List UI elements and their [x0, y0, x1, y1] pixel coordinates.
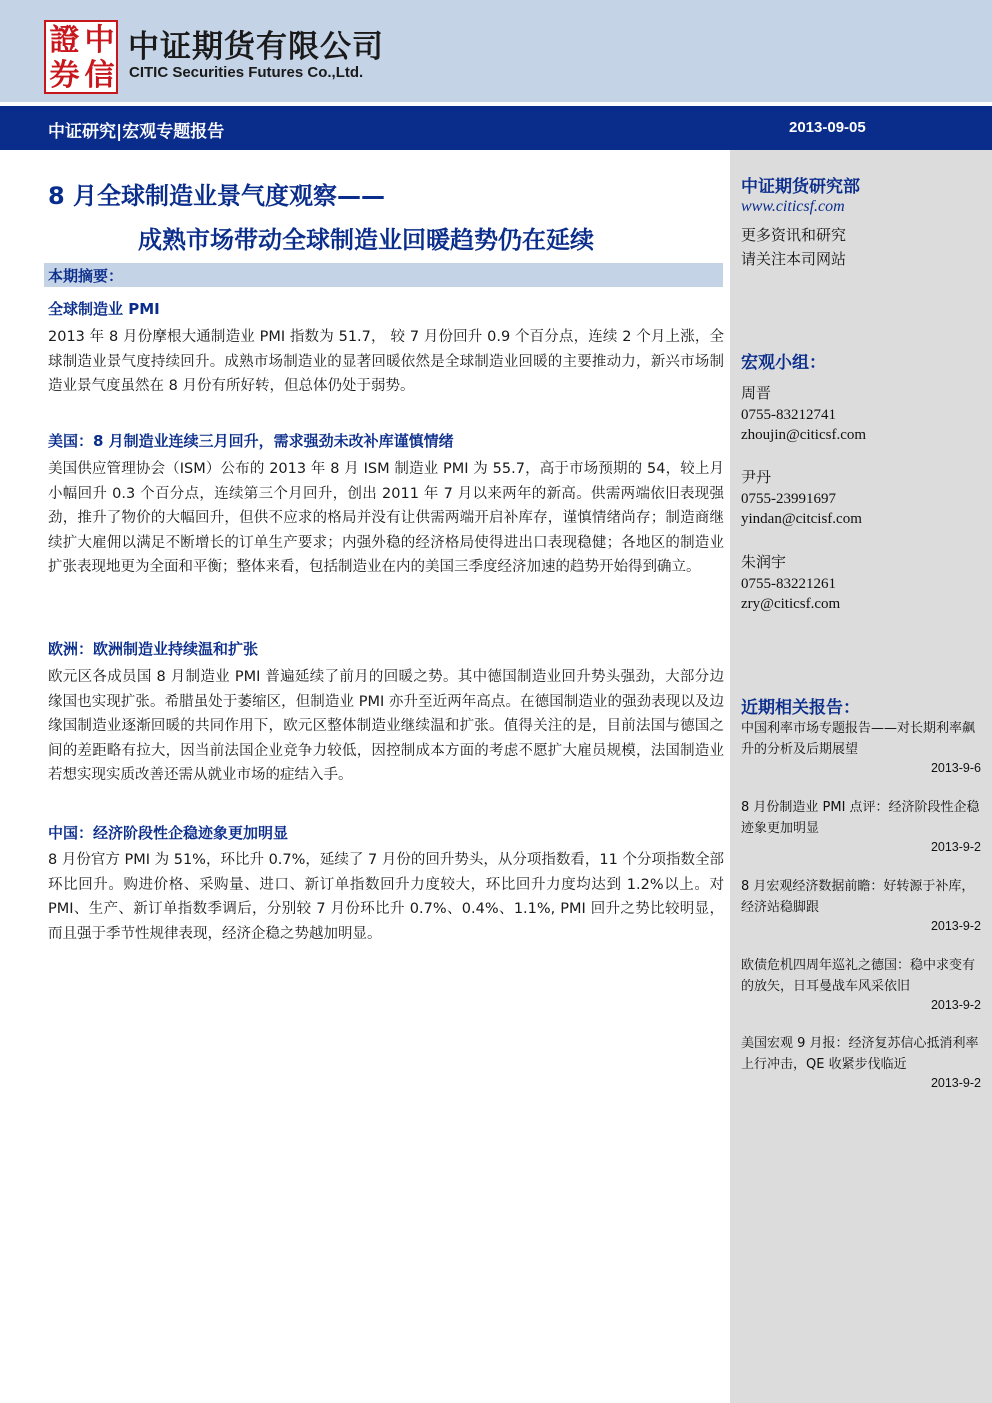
member-phone: 0755-23991697 [741, 490, 836, 507]
member-email[interactable]: yindan@citcisf.com [741, 511, 862, 527]
logo-seal [44, 20, 118, 94]
section-heading-europe: 欧洲：欧洲制造业持续温和扩张 [48, 640, 259, 658]
related-reports-title: 近期相关报告： [741, 698, 860, 718]
related-report[interactable] [741, 797, 983, 856]
related-report-title[interactable]: 美国宏观 9 月报：经济复苏信心抵消利率上行冲击，QE 收紧步伐临近 [741, 1036, 979, 1072]
dept-note: 更多资讯和研究 [741, 226, 847, 244]
related-report-date: 2013-9-2 [930, 998, 981, 1012]
company-name-cn: 中证期货有限公司 [128, 29, 384, 65]
section-body-us: 美国供应管理协会（ISM）公布的 2013 年 8 月 ISM 制造业 PMI 为 55.7，高于市场预期的 54，较上月小幅回升 0.3 个百分点，连续第三个月回升，创出 2011 年 7 月以来两年的新高。供需两端依旧表现强劲，推升了物价的大幅回升，但供不应求的格局并没有让供需两端开启补库存，谨慎情绪尚存；制造商继续扩大雇佣以满足不断增长的订单生产要求；内强外稳的经济格局使得进出口表现稳健；各地区的制造业扩张表现地更为全面和平衡；整体来看，包括制造业在内的美国三季度经济加速的趋势开始得到确立。 [48, 461, 724, 575]
logo-char: 證 [49, 23, 80, 58]
section-heading-global: 全球制造业 PMI [48, 300, 160, 318]
member-phone: 0755-83221261 [741, 575, 836, 592]
section-body-europe: 欧元区各成员国 8 月制造业 PMI 普遍延续了前月的回暖之势。其中德国制造业回升势头强劲，大部分边缘国也实现扩张。希腊虽处于萎缩区，但制造业 PMI 亦升至近两年高点。在德国制造业的强劲表现以及边缘国制造业逐渐回暖的共同作用下，欧元区整体制造业继续温和扩张。值得关注的是，目前法国与德国之间的差距略有拉大，因当前法国企业竞争力较低，因控制成本方面的考虑不愿扩大雇员规模，法国制造业若想实现实质改善还需从就业市场的症结入手。 [48, 669, 724, 783]
related-report-title[interactable]: 中国利率市场专题报告——对长期利率飙升的分析及后期展望 [741, 721, 976, 757]
report-category: 中证研究|宏观专题报告 [48, 122, 225, 142]
related-report-title[interactable]: 8 月份制造业 PMI 点评：经济阶段性企稳迹象更加明显 [741, 800, 980, 836]
section-body-china: 8 月份官方 PMI 为 51%，环比升 0.7%，延续了 7 月份的回升势头，从分项指数看，11 个分项指数全部环比回升。购进价格、采购量、进口、新订单指数回升力度较大，环比回升力度均达到 1.2%以上。对 PMI、生产、新订单指数季调后，分别较 7 月份环比升 0.7%、0.4%、1.1%, PMI 回升之势比较明显，而且强于季节性规律表现，经济企稳之势越加明显。 [48, 852, 724, 942]
report-date: 2013-09-05 [789, 119, 866, 136]
logo-char: 信 [84, 58, 115, 93]
section-heading-china: 中国：经济阶段性企稳迹象更加明显 [48, 824, 289, 842]
section-heading-us: 美国：8 月制造业连续三月回升，需求强劲未改补库谨慎情绪 [48, 432, 454, 450]
dept-name: 中证期货研究部 [741, 177, 860, 197]
related-report[interactable] [741, 1033, 983, 1092]
logo-char: 中 [84, 23, 115, 58]
report-title-line2: 成熟市场带动全球制造业回暖趋势仍在延续 [138, 226, 594, 254]
member-email[interactable]: zry@citicsf.com [741, 596, 841, 612]
team-member [741, 468, 862, 530]
member-email[interactable]: zhoujin@citicsf.com [741, 427, 867, 443]
summary-label: 本期摘要： [48, 267, 124, 285]
member-name: 朱润宇 [741, 555, 787, 571]
company-name-en: CITIC Securities Futures Co.,Ltd. [129, 64, 364, 81]
related-report[interactable] [741, 876, 983, 935]
related-report-title[interactable]: 8 月宏观经济数据前瞻：好转源于补库，经济站稳脚跟 [741, 879, 975, 915]
member-phone: 0755-83212741 [741, 406, 836, 423]
team-title: 宏观小组： [741, 353, 826, 373]
related-report-date: 2013-9-2 [930, 840, 981, 854]
team-member [741, 553, 840, 615]
team-member [741, 384, 866, 446]
member-name: 尹丹 [741, 470, 772, 486]
section-body-global: 2013 年 8 月份摩根大通制造业 PMI 指数为 51.7， 较 7 月份回升 0.9 个百分点，连续 2 个月上涨，全球制造业景气度持续回升。成熟市场制造业的显著回暖依然是全球制造业回暖的主要推动力，新兴市场制造业景气度虽然在 8 月份有所好转，但总体仍处于弱势。 [48, 329, 724, 394]
dept-note: 请关注本司网站 [741, 250, 847, 268]
citic-logo [44, 20, 118, 94]
report-title-line1: 8 月全球制造业景气度观察—— [48, 182, 386, 210]
summary-bar [44, 263, 723, 287]
related-report[interactable] [741, 718, 983, 777]
dept-website-link[interactable]: www.citicsf.com [741, 198, 845, 215]
related-report[interactable] [741, 955, 983, 1014]
related-report-date: 2013-9-2 [930, 919, 981, 933]
related-report-title[interactable]: 欧债危机四周年巡礼之德国：稳中求变有的放矢，日耳曼战车风采依旧 [741, 958, 976, 994]
related-report-date: 2013-9-2 [930, 1076, 981, 1090]
related-report-date: 2013-9-6 [930, 761, 981, 775]
logo-char: 券 [49, 58, 80, 93]
member-name: 周晋 [741, 386, 772, 402]
